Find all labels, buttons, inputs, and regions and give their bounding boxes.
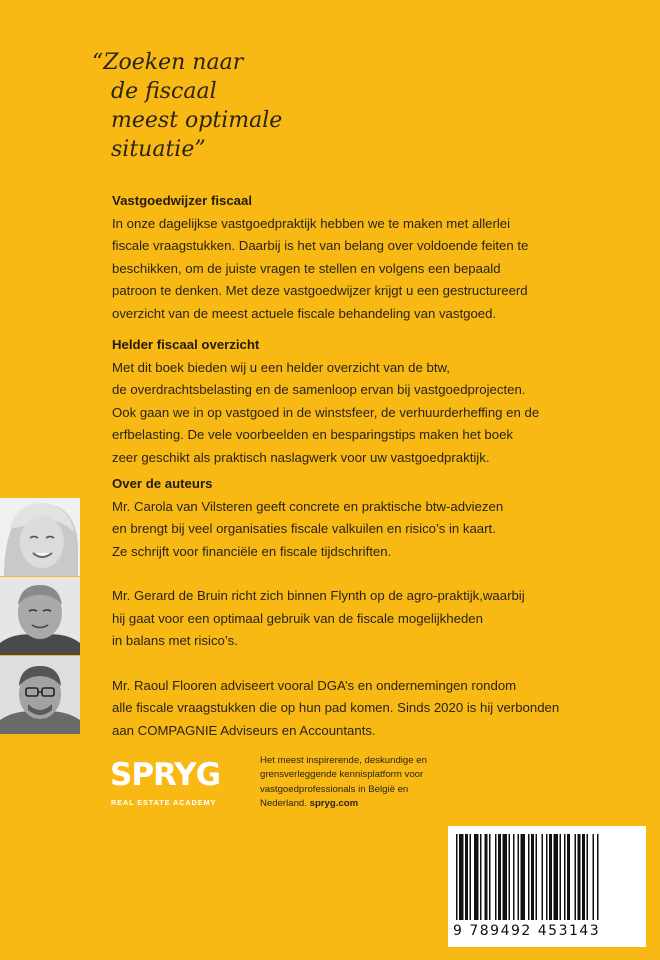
- barcode-bar: [480, 834, 482, 920]
- barcode-bar: [485, 834, 488, 920]
- section-body: [112, 357, 632, 470]
- barcode-bar: [503, 834, 508, 920]
- platform-link[interactable]: spryg.com: [309, 798, 359, 810]
- body-line: Ze schrijft voor financiële en fiscale tijdschriften.: [112, 543, 392, 559]
- body-line: Mr. Gerard de Bruin richt zich binnen Flynth op de agro-praktijk,waarbij: [112, 588, 525, 603]
- barcode-bar: [470, 834, 472, 920]
- body-line: erfbelasting. De vele voorbeelden en besparingstips maken het boek: [112, 427, 514, 442]
- barcode-bar: [513, 834, 515, 920]
- body-line: overzicht van de meest actuele fiscale behandeling van vastgoed.: [112, 305, 497, 321]
- barcode: [448, 826, 646, 947]
- barcode-bar: [542, 834, 544, 920]
- barcode-bar: [495, 834, 497, 920]
- body-line: Ook gaan we in op vastgoed in de winstsfeer, de verhuurderheffing en de: [112, 404, 540, 420]
- section-heading: Helder fiscaal overzicht: [112, 337, 260, 352]
- spryg-logo: [110, 758, 230, 818]
- author-photo-carola: [0, 498, 80, 576]
- quote-line: de fiscaal: [111, 79, 217, 104]
- author-photo-raoul: [0, 656, 80, 734]
- platform-last-text: Nederland.: [260, 798, 307, 810]
- section-authors: [112, 473, 632, 764]
- body-line: fiscale vraagstukken. Daarbij is het van belang over voldoende feiten te: [112, 238, 529, 253]
- section-heading: Vastgoedwijzer fiscaal: [112, 193, 252, 208]
- logo-subtitle: REAL ESTATE ACADEMY: [111, 798, 217, 807]
- barcode-bar: [564, 834, 566, 920]
- body-line: alle fiscale vraagstukken die op hun pad komen. Sinds 2020 is hij verbonden: [112, 700, 560, 715]
- barcode-bar: [587, 834, 589, 920]
- quote-line: meest optimale: [111, 108, 283, 133]
- barcode-bar: [528, 834, 530, 920]
- barcode-bar: [597, 834, 599, 920]
- barcode-bars: [456, 834, 638, 920]
- quote-line: situatie”: [111, 137, 206, 162]
- cover-quote: [92, 48, 372, 164]
- barcode-bar: [521, 834, 526, 920]
- logo-wordmark: SPRYG: [110, 757, 221, 793]
- barcode-bar: [536, 834, 538, 920]
- body-line: en brengt bij veel organisaties fiscale valkuilen en risico’s in kaart.: [112, 521, 496, 536]
- barcode-bar: [456, 834, 458, 920]
- isbn-number: 9 789492 453143: [453, 923, 601, 939]
- body-line: de overdrachtsbelasting en de samenloop ervan bij vastgoedprojecten.: [112, 382, 526, 397]
- body-line: aan COMPAGNIE Adviseurs en Accountants.: [112, 722, 376, 738]
- author-bio-carola: [112, 496, 632, 564]
- body-line: Mr. Raoul Flooren adviseert vooral DGA’s en ondernemingen rondom: [112, 677, 517, 693]
- barcode-bar: [489, 834, 491, 920]
- barcode-bar: [549, 834, 552, 920]
- section-helder-overzicht: [112, 334, 632, 469]
- body-line: In onze dagelijkse vastgoedpraktijk hebben we te maken met allerlei: [112, 215, 511, 231]
- body-line: Met dit boek bieden wij u een helder overzicht van de btw,: [112, 359, 450, 375]
- author-photo-gerard: [0, 577, 80, 655]
- body-line: patroon te denken. Met deze vastgoedwijzer krijgt u een gestructureerd: [112, 283, 528, 298]
- barcode-bar: [567, 834, 570, 920]
- barcode-bar: [509, 834, 511, 920]
- body-line: zeer geschikt als praktisch naslagwerk voor uw vastgoedpraktijk.: [112, 449, 490, 465]
- body-line: hij gaat voor een optimaal gebruik van de fiscale mogelijkheden: [112, 610, 483, 626]
- platform-line: Het meest inspirerende, deskundige en: [260, 755, 427, 766]
- body-line: beschikken, om de juiste vragen te stellen en volgens een bepaald: [112, 260, 501, 276]
- section-vastgoedwijzer: [112, 190, 632, 325]
- platform-description: [260, 754, 460, 812]
- section-heading: Over de auteurs: [112, 476, 213, 491]
- author-photos: [0, 498, 80, 734]
- section-body: [112, 213, 632, 326]
- quote-line: “Zoeken naar: [92, 50, 244, 75]
- body-line: Mr. Carola van Vilsteren geeft concrete en praktische btw-adviezen: [112, 498, 504, 514]
- barcode-bar: [474, 834, 479, 920]
- barcode-bar: [498, 834, 501, 920]
- platform-line: grensverleggende kennisplatform voor: [260, 769, 424, 781]
- barcode-bar: [575, 834, 577, 920]
- platform-line: [260, 797, 460, 811]
- barcode-bar: [582, 834, 585, 920]
- barcode-bar: [531, 834, 534, 920]
- body-line: in balans met risico’s.: [112, 633, 238, 648]
- barcode-bar: [465, 834, 468, 920]
- barcode-bar: [593, 834, 595, 920]
- barcode-bar: [578, 834, 581, 920]
- author-bio-gerard: [112, 585, 632, 653]
- barcode-bar: [554, 834, 559, 920]
- platform-line: vastgoedprofessionals in België en: [260, 783, 409, 795]
- barcode-bar: [518, 834, 520, 920]
- author-bio-raoul: [112, 675, 632, 743]
- barcode-bar: [459, 834, 464, 920]
- barcode-bar: [546, 834, 548, 920]
- barcode-bar: [560, 834, 562, 920]
